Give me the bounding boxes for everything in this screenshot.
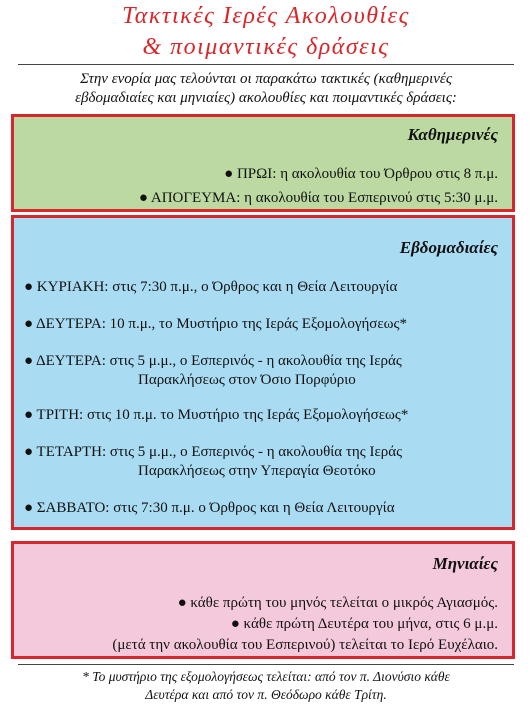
footnote — [0, 668, 532, 704]
weekly-title: Εβδομαδιαίες — [399, 238, 498, 257]
daily-item: ● ΠΡΩΙ: η ακολουθία του Όρθρου στις 8 π.μ. — [224, 166, 498, 182]
header-divider — [18, 64, 514, 65]
intro-line: Στην ενορία μας τελούνται οι παρακάτω τακτικές (καθημερινές — [80, 71, 452, 87]
footnote-line: * Το μυστήριο της εξομολογήσεως τελείται: από τον π. Διονύσιο κάθε — [82, 669, 450, 684]
daily-section — [11, 114, 515, 212]
monthly-section — [11, 541, 515, 659]
page-title-line2: & ποιμαντικές δράσεις — [142, 34, 390, 60]
daily-title: Καθημερινές — [407, 125, 498, 144]
footnote-line: Δευτέρα και από τον π. Θεόδωρο κάθε Τρίτη. — [145, 687, 387, 702]
weekly-section — [11, 215, 515, 530]
page-title-line1: Τακτικές Ιερές Ακολουθίες — [122, 3, 410, 29]
weekly-item: ● ΤΡΙΤΗ: στις 10 π.μ. το Μυστήριο της Ιεράς Εξομολογήσεως* — [24, 407, 409, 423]
weekly-item: ● ΚΥΡΙΑΚΗ: στις 7:30 π.μ., ο Όρθρος και η Θεία Λειτουργία — [24, 279, 398, 295]
intro-line: εβδομαδιαίες και μηνιαίες) ακολουθίες και ποιμαντικές δράσεις: — [75, 90, 457, 106]
monthly-item: ● κάθε πρώτη του μηνός τελείται ο μικρός Αγιασμός. — [177, 595, 498, 611]
daily-item: ● ΑΠΟΓΕΥΜΑ: η ακολουθία του Εσπερινού στις 5:30 μ.μ. — [138, 190, 498, 206]
weekly-item-continuation: Παρακλήσεως στον Όσιο Πορφύριο — [138, 372, 356, 388]
monthly-item: ● κάθε πρώτη Δευτέρα του μήνα, στις 6 μ.μ. — [230, 616, 498, 632]
footer-divider — [18, 664, 514, 665]
weekly-item-continuation: Παρακλήσεως στην Υπεραγία Θεοτόκο — [138, 463, 376, 479]
intro-text — [0, 70, 532, 108]
monthly-title: Μηνιαίες — [432, 554, 498, 573]
weekly-item: ● ΔΕΥΤΕΡΑ: στις 5 μ.μ., ο Εσπερινός - η ακολουθία της Ιεράς — [24, 353, 402, 369]
weekly-item: ● ΣΑΒΒΑΤΟ: στις 7:30 π.μ. ο Όρθρος και η Θεία Λειτουργία — [24, 500, 395, 516]
monthly-item-continuation: (μετά την ακολουθία του Εσπερινού) τελείται το Ιερό Ευχέλαιο. — [112, 637, 498, 653]
weekly-item: ● ΤΕΤΑΡΤΗ: στις 5 μ.μ., ο Εσπερινός - η ακολουθία της Ιεράς — [24, 444, 403, 460]
weekly-item: ● ΔΕΥΤΕΡΑ: 10 π.μ., το Μυστήριο της Ιεράς Εξομολογήσεως* — [24, 316, 407, 332]
